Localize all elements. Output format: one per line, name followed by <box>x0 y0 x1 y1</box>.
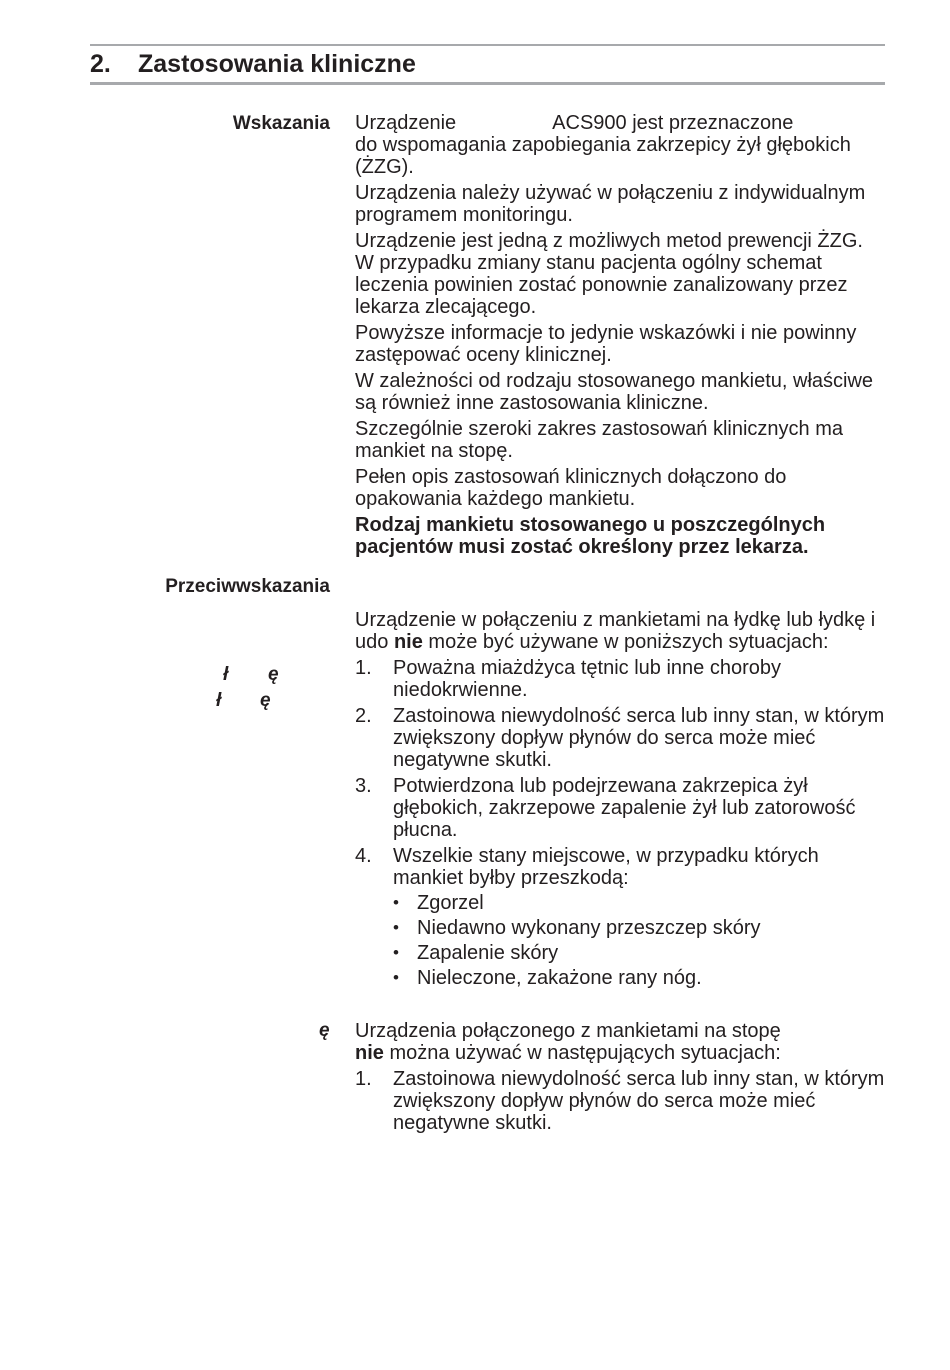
list-item: 2. Zastoinowa niewydolność serca lub inny stan, w którym zwiększony dopływ płynów do serca może mieć negatywne skutki. <box>355 705 885 771</box>
bullet-item: • Zgorzel <box>393 892 885 914</box>
indications-paragraph: Pełen opis zastosowań klinicznych dołączono do opakowania każdego mankietu. <box>355 466 787 510</box>
calf-list <box>355 657 885 989</box>
top-rule <box>90 44 885 46</box>
indications-paragraph: Powyższe informacje to jedynie wskazówki i nie powinny zastępować oceny klinicznej. <box>355 322 857 366</box>
side-fragment-foot: ę <box>319 1020 330 1041</box>
list-item: 3. Potwierdzona lub podejrzewana zakrzepica żył głębokich, zakrzepowe zapalenie żył lub zatorowość płucna. <box>355 775 856 841</box>
section-heading <box>90 49 416 79</box>
side-fragment-2b: ę <box>260 690 271 711</box>
indications-paragraph: Szczególnie szeroki zakres zastosowań klinicznych ma mankiet na stopę. <box>355 418 843 462</box>
side-fragment-1b: ę <box>268 664 279 685</box>
foot-intro: Urządzenia połączonego z mankietami na stopę nie można używać w następujących sytuacjach: <box>355 1020 781 1064</box>
indications-lead: Urządzenie ACS900 jest przeznaczone do wspomagania zapobiegania zakrzepicy żył głębokich (ŻZG). <box>355 112 851 178</box>
contraindications-label: Przeciwwskazania <box>165 576 330 597</box>
indications-bold-note: Rodzaj mankietu stosowanego u poszczególnych pacjentów musi zostać określony przez lekarza. <box>355 514 826 558</box>
list-item: 4. Wszelkie stany miejscowe, w przypadku których mankiet byłby przeszkodą: • Zgorzel • Niedawno wykonany przeszczep skóry • Zapalenie skóry • Nieleczone, zakażone rany nóg. <box>355 845 885 989</box>
bullet-list <box>393 892 885 989</box>
calf-contraindications <box>355 609 885 993</box>
bullet-item: • Niedawno wykonany przeszczep skóry <box>393 917 885 939</box>
bottom-rule <box>90 82 885 85</box>
list-item: 1. Zastoinowa niewydolność serca lub inny stan, w którym zwiększony dopływ płynów do serca może mieć negatywne skutki. <box>355 1068 885 1134</box>
indications-paragraph: Urządzenie jest jedną z możliwych metod prewencji ŻZG. W przypadku zmiany stanu pacjenta ogólny schemat leczenia powinien zostać ponownie zanalizowany przez lekarza zlecającego. <box>355 230 863 318</box>
section-number: 2. <box>90 50 111 78</box>
side-fragment-1a: ł <box>223 664 229 685</box>
indications-label: Wskazania <box>232 113 330 134</box>
indications-paragraph: Urządzenia należy używać w połączeniu z indywidualnym programem monitoringu. <box>355 182 866 226</box>
side-fragment-2a: ł <box>216 690 222 711</box>
bullet-item: • Nieleczone, zakażone rany nóg. <box>393 967 885 989</box>
indications-paragraph: W zależności od rodzaju stosowanego mankietu, właściwe są również inne zastosowania kliniczne. <box>355 370 874 414</box>
section-title: Zastosowania kliniczne <box>138 50 416 78</box>
calf-intro: Urządzenie w połączeniu z mankietami na łydkę lub łydkę i udo nie może być używane w poniższych sytuacjach: <box>355 609 876 653</box>
foot-list <box>355 1068 885 1134</box>
foot-contraindications <box>355 1020 885 1138</box>
bullet-item: • Zapalenie skóry <box>393 942 885 964</box>
indications-body <box>355 112 885 562</box>
list-item: 1. Poważna miażdżyca tętnic lub inne choroby niedokrwienne. <box>355 657 781 701</box>
